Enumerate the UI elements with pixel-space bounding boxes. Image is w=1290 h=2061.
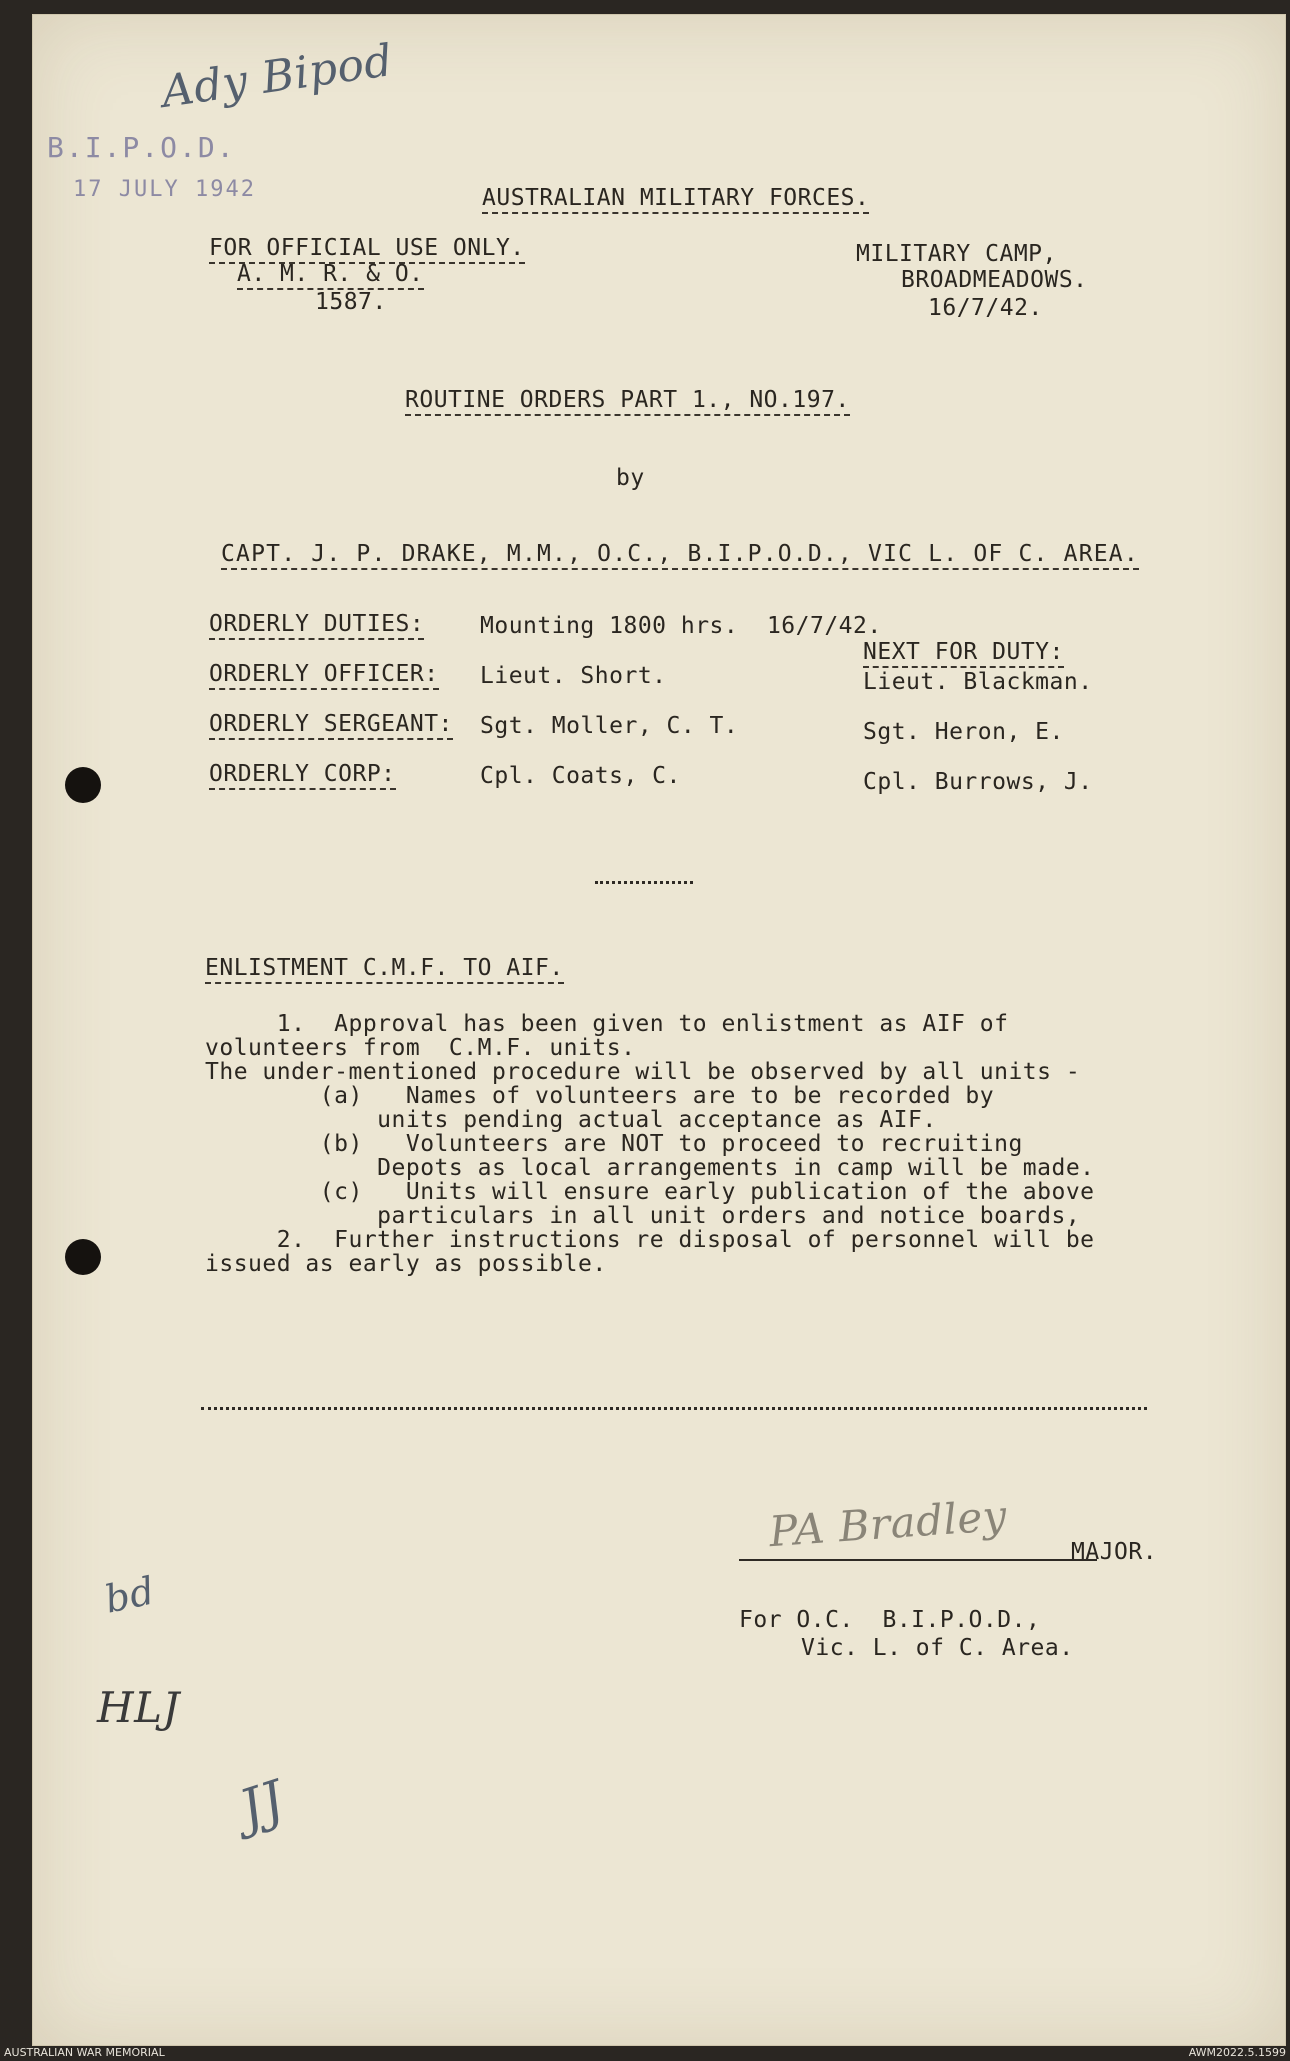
section-heading: ENLISTMENT C.M.F. TO AIF.: [205, 955, 564, 984]
amro-line: A. M. R. & O.: [237, 261, 424, 290]
camp-line: MILITARY CAMP,: [856, 241, 1057, 267]
signature-line: [739, 1559, 1097, 1561]
routine-orders-title: ROUTINE ORDERS PART 1., NO.197.: [405, 387, 850, 416]
signature-rank: MAJOR.: [1071, 1539, 1158, 1565]
punch-hole-upper: [65, 767, 101, 803]
orderly-corp-label: ORDERLY CORP:: [209, 761, 396, 790]
orderly-corp-next: Cpl. Burrows, J.: [863, 769, 1093, 795]
orderly-officer-current: Lieut. Short.: [480, 663, 667, 689]
orderly-sergeant-current: Sgt. Moller, C. T.: [480, 713, 739, 739]
stamp-date: 17 JULY 1942: [73, 177, 256, 202]
header-date: 16/7/42.: [928, 295, 1043, 321]
next-for-duty-label: NEXT FOR DUTY:: [863, 639, 1064, 668]
official-use-line: FOR OFFICIAL USE ONLY.: [209, 235, 525, 264]
body-line: issued as early as possible.: [205, 1251, 607, 1277]
closing-rule: [201, 1407, 1147, 1410]
for-oc-line: For O.C. B.I.P.O.D.,: [739, 1607, 1041, 1633]
footer-source: AUSTRALIAN WAR MEMORIAL: [4, 2046, 165, 2059]
orderly-officer-next: Lieut. Blackman.: [863, 669, 1093, 695]
handwritten-note-top: Ady Bipod: [158, 35, 396, 118]
signature: PA Bradley: [767, 1490, 1009, 1557]
body-line: units pending actual acceptance as AIF.: [205, 1107, 937, 1133]
body-line: (b) Volunteers are NOT to proceed to recruiting: [205, 1131, 1023, 1157]
area-line: Vic. L. of C. Area.: [801, 1635, 1074, 1661]
orderly-sergeant-label: ORDERLY SERGEANT:: [209, 711, 453, 740]
body-line: (a) Names of volunteers are to be recorded by: [205, 1083, 995, 1109]
body-line: particulars in all unit orders and notice boards,: [205, 1203, 1081, 1229]
body-line: 2. Further instructions re disposal of personnel will be: [205, 1227, 1095, 1253]
orderly-duties-label: ORDERLY DUTIES:: [209, 611, 424, 640]
margin-initial-2: HLJ: [97, 1683, 180, 1732]
commander-line: CAPT. J. P. DRAKE, M.M., O.C., B.I.P.O.D., VIC L. OF C. AREA.: [221, 541, 1139, 570]
stamp-code: B.I.P.O.D.: [47, 131, 236, 164]
orderly-sergeant-next: Sgt. Heron, E.: [863, 719, 1064, 745]
body-line: (c) Units will ensure early publication of the above: [205, 1179, 1095, 1205]
amro-number: 1587.: [315, 289, 387, 315]
section-divider: [595, 881, 693, 884]
punch-hole-lower: [65, 1239, 101, 1275]
location-line: BROADMEADOWS.: [901, 267, 1088, 293]
force-heading: AUSTRALIAN MILITARY FORCES.: [482, 185, 869, 214]
body-line: Depots as local arrangements in camp will be made.: [205, 1155, 1095, 1181]
orderly-officer-label: ORDERLY OFFICER:: [209, 661, 439, 690]
body-line: 1. Approval has been given to enlistment as AIF of: [205, 1011, 1009, 1037]
footer-accession: AWM2022.5.1599: [1188, 2046, 1286, 2059]
margin-initial-1: bd: [100, 1568, 159, 1622]
margin-initial-3: JJ: [232, 1769, 292, 1841]
by-line: by: [616, 465, 645, 491]
orderly-corp-current: Cpl. Coats, C.: [480, 763, 681, 789]
body-line: volunteers from C.M.F. units.: [205, 1035, 636, 1061]
body-line: The under-mentioned procedure will be observed by all units -: [205, 1059, 1081, 1085]
document-page: [32, 14, 1286, 2046]
orderly-duties-value: Mounting 1800 hrs. 16/7/42.: [480, 613, 882, 639]
